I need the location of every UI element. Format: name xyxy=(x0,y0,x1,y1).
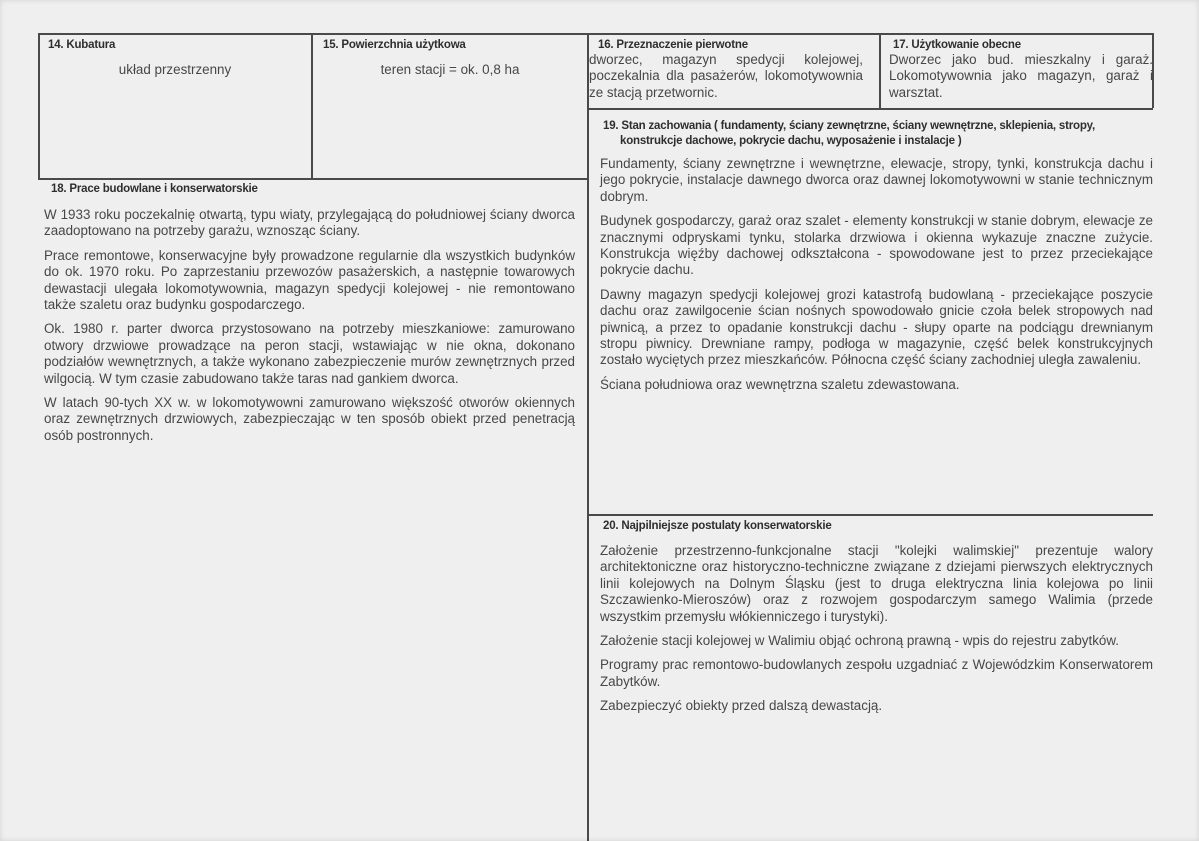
section-20-body xyxy=(600,543,1153,723)
section-18-heading: 18. Prace budowlane i konserwatorskie xyxy=(51,183,258,195)
divider-right-2 xyxy=(588,514,1153,516)
section-20-paragraph: Programy prac remontowo-budowlanych zespołu uzgadniać z Wojewódzkim Konserwatorem Zabytków. xyxy=(600,657,1153,689)
section-20-heading: 20. Najpilniejsze postulaty konserwatorskie xyxy=(603,520,832,532)
divider-v-left xyxy=(38,33,40,178)
section-16-text: dworzec, magazyn spedycji kolejowej, poczekalnia dla pasażerów, lokomotywownia ze stacją przetwornic. xyxy=(589,52,863,100)
divider-v-main xyxy=(587,33,589,841)
section-17-heading: 17. Użytkowanie obecne xyxy=(893,39,1021,51)
section-20-paragraph: Założenie przestrzenno-funkcjonalne stacji "kolejki walimskiej" prezentuje walory architektoniczne oraz historyczno-techniczne związane z dziejami pierwszych elektrycznych linii kolejowych na Dolnym Śląsku (jest to druga elektryczna linia kolejowa po linii Szczawienko-Mieroszów) oraz z rozwojem gospodarczym samego Walimia (przede wszystkim przemysłu włókienniczego i turystyki). xyxy=(600,543,1153,624)
section-19-paragraph: Fundamenty, ściany zewnętrzne i wewnętrzne, elewacje, stropy, tynki, konstrukcja dachu i jego pokrycie, instalacje dawnego dworca oraz dawnej lokomotywowni w stanie technicznym dobrym. xyxy=(600,156,1153,204)
divider-v-14-15 xyxy=(311,33,313,178)
section-15-heading: 15. Powierzchnia użytkowa xyxy=(323,39,466,51)
section-18-body xyxy=(44,207,575,452)
divider-v-16-17 xyxy=(879,33,881,108)
section-20-paragraph: Założenie stacji kolejowej w Walimiu objąć ochroną prawną - wpis do rejestru zabytków. xyxy=(600,633,1119,649)
section-19-paragraph: Ściana południowa oraz wewnętrzna szaletu zdewastowana. xyxy=(600,376,960,392)
section-14-heading: 14. Kubatura xyxy=(48,39,116,51)
section-17-text: Dworzec jako bud. mieszkalny i garaż. Lokomotywownia jako magazyn, garaż i warsztat. xyxy=(889,52,1153,100)
section-19-paragraph: Budynek gospodarczy, garaż oraz szalet - elementy konstrukcji w stanie dobrym, elewacje ze znacznymi odpryskami tynku, stolarka drzwiowa i okienna wykazuje znaczne zużycie. Konstrukcja więźby dachowej odkształcona - spowodowane jest to przez przeciekające pokrycie dachu. xyxy=(600,213,1153,278)
divider-right-1 xyxy=(588,108,1153,110)
section-15-text: teren stacji = ok. 0,8 ha xyxy=(380,62,520,77)
section-20-paragraph: Zabezpieczyć obiekty przed dalszą dewastacją. xyxy=(600,698,883,714)
section-19-body xyxy=(600,156,1153,401)
section-19-paragraph: Dawny magazyn spedycji kolejowej grozi katastrofą budowlaną - przeciekające poszycie dachu oraz zawilgocenie ścian nośnych spowodowało gnicie czoła belek stropowych nad piwnicą, a przez to opadanie konstrukcji dachu - słupy oparte na podciągu drewnianym stropu piwnicy. Drewniane rampy, podłoga w magazynie, część belek konstrukcyjnych zostało wyciętych przez mieszkańców. Północna część ściany zachodniej uległa zawaleniu. xyxy=(600,286,1153,368)
divider-left-mid xyxy=(38,178,588,180)
section-18-paragraph: W latach 90-tych XX w. w lokomotywowni zamurowano większość otworów okiennych oraz zewnętrznych drzwiowych, zabezpieczając w ten sposób obiekt przed penetracją osób postronnych. xyxy=(44,395,575,443)
section-14-text: układ przestrzenny xyxy=(118,62,232,77)
divider-top xyxy=(38,33,1153,35)
section-18-paragraph: Prace remontowe, konserwacyjne były prowadzone regularnie dla wszystkich budynków do ok. 1970 roku. Po zaprzestaniu przewozów pasażerskich, a następnie towarowych dewastacji ulegała lokomotywownia, magazyn spedycji kolejowej - nie remontowano także szaletu oraz budynku gospodarczego. xyxy=(44,247,575,313)
section-19-heading-line2: konstrukcje dachowe, pokrycie dachu, wyposażenie i instalacje ) xyxy=(620,135,962,147)
section-18-paragraph: Ok. 1980 r. parter dworca przystosowano na potrzeby mieszkaniowe: zamurowano otwory drzwiowe prowadzące na peron stacji, wstawiając w nie okna, dokonano podziałów wewnętrznych, a także wykonano zabezpieczenie murów zewnętrznych przed wilgocią. W tym czasie zabudowano także taras nad gankiem dworca. xyxy=(44,321,575,386)
section-16-heading: 16. Przeznaczenie pierwotne xyxy=(598,39,748,51)
section-18-paragraph: W 1933 roku poczekalnię otwartą, typu wiaty, przylegającą do południowej ściany dworca zaadoptowano na potrzeby garażu, wznosząc ściany. xyxy=(44,207,575,239)
section-19-heading-line1: 19. Stan zachowania ( fundamenty, ściany zewnętrzne, ściany wewnętrzne, sklepienia, stropy, xyxy=(603,120,1096,132)
